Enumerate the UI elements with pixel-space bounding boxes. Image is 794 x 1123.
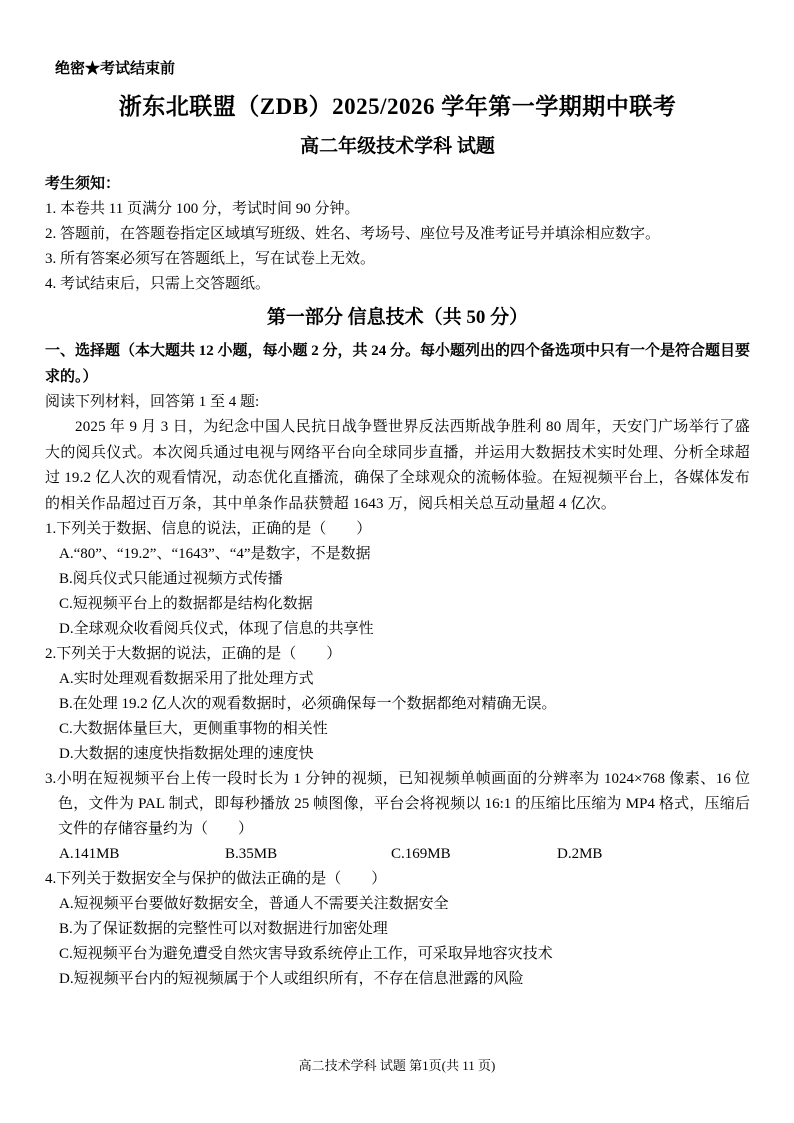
option-a: A.实时处理观看数据采用了批处理方式 <box>59 671 314 687</box>
section-instruction: 一、选择题（本大题共 12 小题，每小题 2 分，共 24 分。每小题列出的四个备选项中只有一个是符合题目要求的。） <box>45 343 751 385</box>
option-d: D.大数据的速度快指数据处理的速度快 <box>59 746 314 762</box>
section-heading: 第一部分 信息技术（共 50 分） <box>266 307 529 328</box>
options-row <box>45 842 750 867</box>
option-b: B.阅兵仪式只能通过视频方式传播 <box>59 571 283 587</box>
option-c: C.短视频平台为避免遭受自然灾害导致系统停止工作，可采取异地容灾技术 <box>59 946 553 962</box>
question-4 <box>45 867 750 992</box>
option-d: D.全球观众收看阅兵仪式，体现了信息的共享性 <box>59 621 374 637</box>
reading-material: 2025 年 9 月 3 日，为纪念中国人民抗日战争暨世界反法西斯战争胜利 80 周年，天安门广场举行了盛大的阅兵仪式。本次阅兵通过电视与网络平台向全球同步直播，并运用大数据技术实时处理、分析全球超过 19.2 亿人次的观看情况，动态优化直播流，确保了全球观众的流畅体验。在短视频平台上，各媒体发布的相关作品超过百万条，其中单条作品获赞超 1643 万，阅兵相关总互动量超 4 亿次。 <box>45 419 750 512</box>
question-stem: 4.下列关于数据安全与保护的做法正确的是（ ） <box>45 871 387 887</box>
option-d: D.2MB <box>557 846 603 862</box>
notice-item: 1. 本卷共 11 页满分 100 分，考试时间 90 分钟。 <box>45 201 360 217</box>
notice-item: 2. 答题前，在答题卷指定区域填写班级、姓名、考场号、座位号及准考证号并填涂相应数字。 <box>45 226 661 242</box>
question-stem: 2.下列关于大数据的说法，正确的是（ ） <box>45 646 342 662</box>
exam-title: 浙东北联盟（ZDB）2025/2026 学年第一学期期中联考 <box>118 94 677 119</box>
option-b: B.在处理 19.2 亿人次的观看数据时，必须确保每一个数据都绝对精确无误。 <box>59 696 557 712</box>
option-b: B.为了保证数据的完整性可以对数据进行加密处理 <box>59 921 388 937</box>
page-footer: 高二技术学科 试题 第1页(共 11 页) <box>298 1058 496 1073</box>
exam-subtitle: 高二年级技术学科 试题 <box>300 136 495 157</box>
question-3 <box>45 767 750 867</box>
notice-item: 4. 考试结束后，只需上交答题纸。 <box>45 276 271 292</box>
option-c: C.短视频平台上的数据都是结构化数据 <box>59 596 313 612</box>
classification-banner: 绝密★考试结束前 <box>55 61 176 77</box>
option-c: C.169MB <box>391 846 451 862</box>
option-a: A.“80”、“19.2”、“1643”、“4”是数字，不是数据 <box>59 546 371 562</box>
question-1 <box>45 517 750 642</box>
option-b: B.35MB <box>225 846 278 862</box>
question-2 <box>45 642 750 767</box>
notice-heading: 考生须知： <box>45 176 121 192</box>
question-stem: 1.下列关于数据、信息的说法，正确的是（ ） <box>45 521 372 537</box>
option-a: A.141MB <box>59 846 120 862</box>
option-d: D.短视频平台内的短视频属于个人或组织所有，不存在信息泄露的风险 <box>59 971 524 987</box>
option-c: C.大数据体量巨大，更侧重事物的相关性 <box>59 721 328 737</box>
option-a: A.短视频平台要做好数据安全，普通人不需要关注数据安全 <box>59 896 449 912</box>
material-intro: 阅读下列材料，回答第 1 至 4 题: <box>45 394 260 410</box>
question-stem: 3.小明在短视频平台上传一段时长为 1 分钟的视频，已知视频单帧画面的分辨率为 1024×768 像素、16 位色，文件为 PAL 制式，即每秒播放 25 帧图像，平台会将视频以 16:1 的压缩比压缩为 MP4 格式，压缩后文件的存储容量约为（ ） <box>45 771 750 837</box>
notice-item: 3. 所有答案必须写在答题纸上，写在试卷上无效。 <box>45 251 376 267</box>
